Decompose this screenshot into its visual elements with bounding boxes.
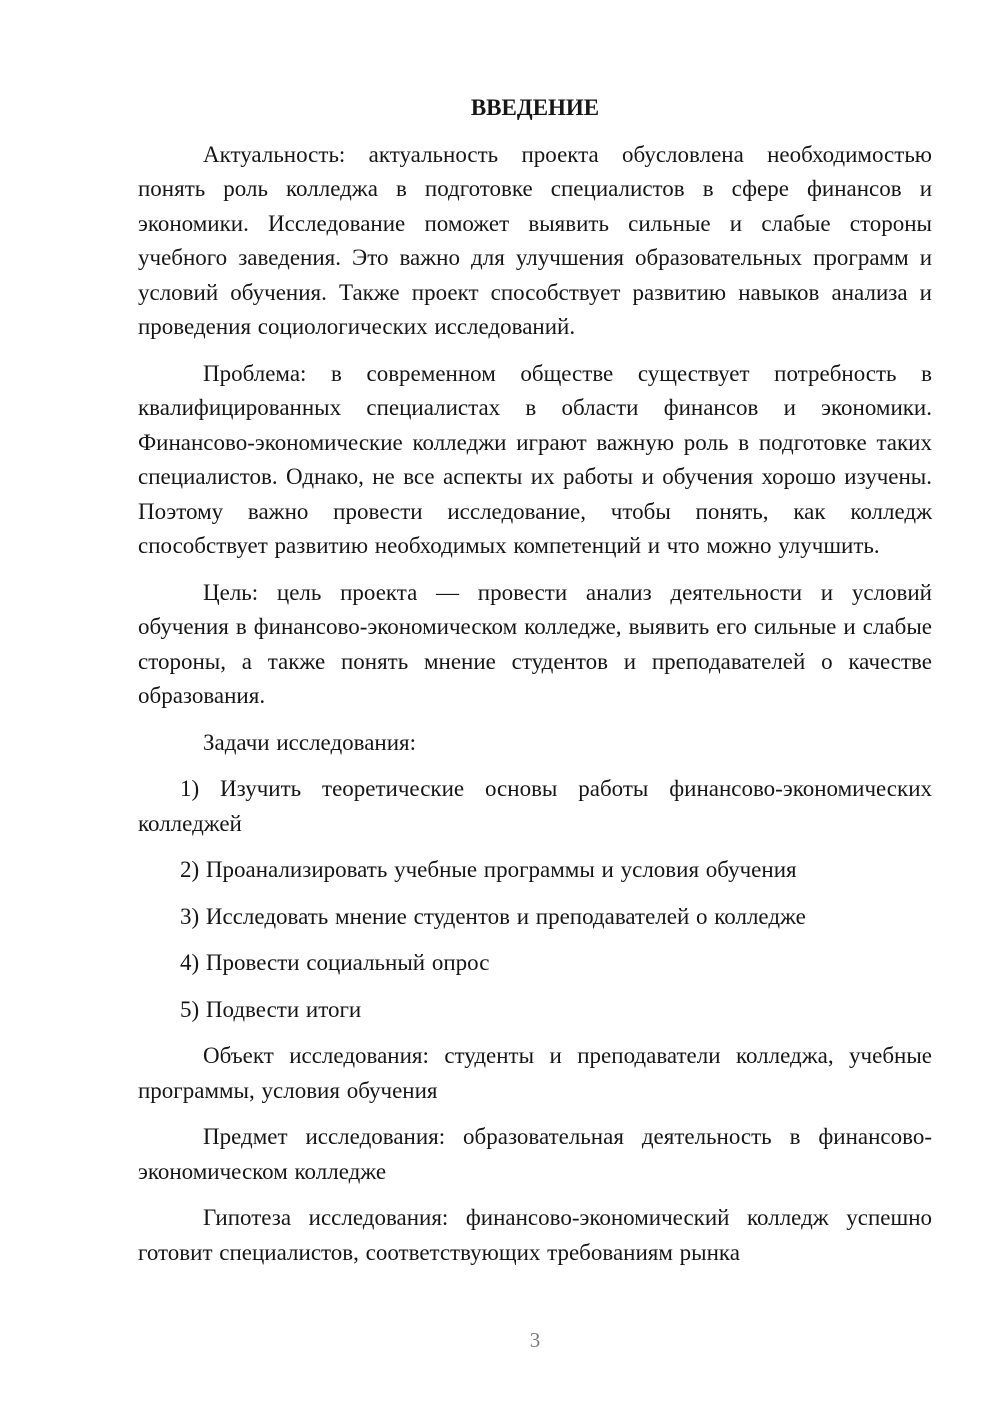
page-number: 3 bbox=[529, 1328, 541, 1352]
paragraph-tasks-label: Задачи исследования: bbox=[203, 729, 417, 755]
task-item-1: 1) Изучить теоретические основы работы финансово-экономических колледжей bbox=[138, 776, 932, 836]
task-item-4: 4) Провести социальный опрос bbox=[180, 950, 490, 975]
paragraph-subject: Предмет исследования: образовательная деятельность в финансово-экономическом колледже bbox=[138, 1124, 932, 1184]
paragraph-problem: Проблема: в современном обществе существует потребность в квалифицированных специалистах в области финансов и экономики. Финансово-экономические колледжи играют важную роль в подготовке таких специалистов. Однако, не все аспекты их работы и обучения хорошо изучены. Поэтому важно провести исследование, чтобы понять, как колледж способствует развитию необходимых компетенций и что можно улучшить. bbox=[138, 360, 932, 558]
paragraph-goal: Цель: цель проекта — провести анализ деятельности и условий обучения в финансово-экономическом колледже, выявить его сильные и слабые стороны, а также понять мнение студентов и преподавателей о качестве образования. bbox=[138, 579, 932, 708]
task-item-2: 2) Проанализировать учебные программы и условия обучения bbox=[180, 857, 797, 882]
paragraph-actuality: Актуальность: актуальность проекта обусловлена необходимостью понять роль колледжа в подготовке специалистов в сфере финансов и экономики. Исследование поможет выявить сильные и слабые стороны учебного заведения. Это важно для улучшения образовательных программ и условий обучения. Также проект способствует развитию навыков анализа и проведения социологических исследований. bbox=[138, 141, 932, 339]
paragraph-hypothesis: Гипотеза исследования: финансово-экономический колледж успешно готовит специалистов, соответствующих требованиям рынка bbox=[138, 1205, 932, 1265]
tasks-list bbox=[138, 772, 932, 1027]
task-item-3: 3) Исследовать мнение студентов и преподавателей о колледже bbox=[180, 903, 806, 929]
section-heading: ВВЕДЕНИЕ bbox=[470, 95, 600, 120]
task-item-5: 5) Подвести итоги bbox=[180, 996, 362, 1022]
paragraph-object: Объект исследования: студенты и преподаватели колледжа, учебные программы, условия обучения bbox=[138, 1043, 932, 1103]
